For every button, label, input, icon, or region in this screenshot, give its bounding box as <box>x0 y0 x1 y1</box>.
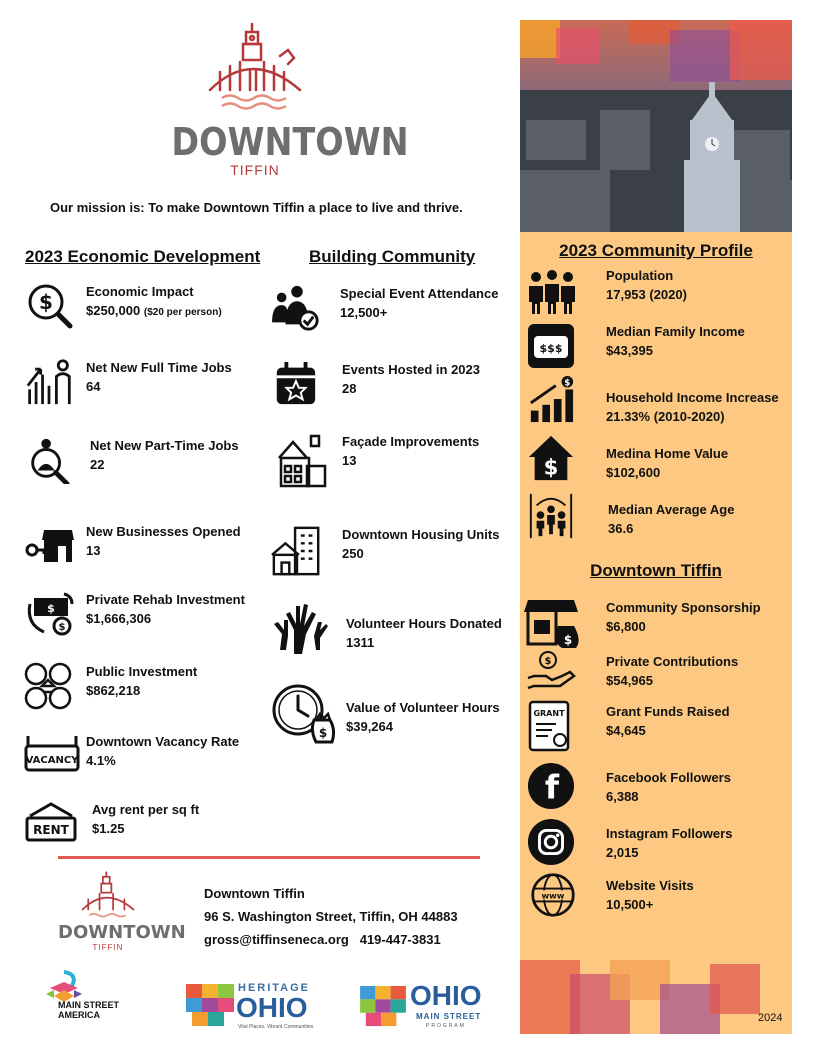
item-label: Façade Improvements <box>342 434 480 449</box>
footer-logo-wordmark: DOWNTOWN <box>58 922 186 943</box>
ohio-main-street-map-icon <box>360 986 406 1028</box>
list-item <box>24 282 222 330</box>
logo-wordmark: DOWNTOWN <box>171 120 409 164</box>
heritage-ohio-logo <box>186 982 331 1032</box>
ohio-map-icon <box>186 984 234 1028</box>
svg-text:$: $ <box>564 378 571 389</box>
job-search-icon <box>24 436 74 484</box>
item-value: 36.6 <box>608 521 634 536</box>
downtown-tiffin-logo <box>160 20 409 185</box>
item-label: Instagram Followers <box>606 826 733 841</box>
item-value: 12,500+ <box>340 305 388 320</box>
mission-statement: Our mission is: To make Downtown Tiffin a place to live and thrive. <box>50 200 463 215</box>
courthouse-photo <box>520 20 792 232</box>
item-value: 21.33% (2010-2020) <box>606 409 725 424</box>
item-label: Median Average Age <box>608 502 735 517</box>
courthouse-logo-small-icon <box>73 870 143 922</box>
item-label: Grant Funds Raised <box>606 704 730 719</box>
grant-certificate-text: GRANT <box>533 709 565 718</box>
list-item <box>526 650 738 690</box>
list-item <box>270 525 499 577</box>
list-item <box>24 732 239 780</box>
footer-divider <box>58 856 480 859</box>
item-label: Community Sponsorship <box>606 600 761 615</box>
item-label: Economic Impact <box>86 284 194 299</box>
list-item <box>526 762 731 810</box>
item-value: 28 <box>342 381 357 396</box>
item-value: 13 <box>86 543 101 558</box>
decorative-squares <box>520 960 792 1034</box>
footer-logo <box>58 870 186 960</box>
svg-text:$: $ <box>543 454 559 480</box>
home-value-icon <box>526 434 576 482</box>
website-globe-icon[interactable] <box>530 872 576 918</box>
list-item <box>24 590 245 638</box>
item-label: New Businesses Opened <box>86 524 241 539</box>
svg-text:$: $ <box>47 602 55 615</box>
item-label: Volunteer Hours Donated <box>346 616 502 631</box>
oms-tag: PROGRAM <box>426 1023 466 1029</box>
svg-text:$: $ <box>58 622 66 633</box>
list-item <box>270 432 479 490</box>
money-cycle-icon <box>24 590 74 638</box>
heritage-tag: Vital Places. Vibrant Communities. <box>238 1024 315 1030</box>
item-value: 4.1% <box>86 753 116 768</box>
item-label: Public Investment <box>86 664 198 679</box>
item-label: Value of Volunteer Hours <box>346 700 500 715</box>
item-value: $102,600 <box>606 465 661 480</box>
list-item <box>24 522 241 570</box>
item-label: Median Family Income <box>606 324 745 339</box>
heritage-top: HERITAGE <box>238 982 311 994</box>
vacancy-sign-icon <box>24 732 80 780</box>
item-label: Net New Part-Time Jobs <box>90 438 239 453</box>
facebook-icon[interactable] <box>526 762 576 810</box>
list-item <box>272 600 502 656</box>
vacancy-sign-text: VACANCY <box>25 755 79 766</box>
ohio-main-street-logo <box>360 980 500 1034</box>
item-value: $250,000 <box>86 303 141 318</box>
housing-units-icon <box>270 525 324 577</box>
item-label: Downtown Housing Units <box>342 527 500 542</box>
item-label: Private Rehab Investment <box>86 592 245 607</box>
item-value: 2,015 <box>606 845 639 860</box>
heritage-main: OHIO <box>236 992 308 1023</box>
item-value: $4,645 <box>606 723 646 738</box>
item-label: Special Event Attendance <box>340 286 499 301</box>
facade-buildings-icon <box>270 432 328 490</box>
income-screen-text: $$$ <box>539 342 563 355</box>
list-item <box>24 358 232 406</box>
item-value: 13 <box>342 453 357 468</box>
item-value: 64 <box>86 379 101 394</box>
list-item <box>526 322 745 370</box>
item-value: 6,388 <box>606 789 639 804</box>
community-heading: Building Community <box>309 247 476 266</box>
courthouse-logo-icon <box>200 20 310 112</box>
hand-coin-icon <box>526 650 576 690</box>
profile-heading: 2023 Community Profile <box>559 241 753 260</box>
svg-text:$: $ <box>544 656 552 667</box>
list-item <box>24 800 199 848</box>
list-item <box>24 662 197 710</box>
list-item <box>270 360 480 408</box>
item-label: Events Hosted in 2023 <box>342 362 480 377</box>
list-item <box>270 680 500 750</box>
item-label: Medina Home Value <box>606 446 729 461</box>
public-investment-icon <box>24 662 74 710</box>
item-value: 10,500+ <box>606 897 654 912</box>
footer-logo-subtitle: TIFFIN <box>92 943 124 952</box>
website-glyph: www <box>541 890 565 901</box>
item-note: ($20 per person) <box>143 307 222 318</box>
sponsorship-store-icon <box>524 596 580 650</box>
main-street-america-icon <box>44 970 84 1004</box>
item-label: Avg rent per sq ft <box>92 802 200 817</box>
item-value: 22 <box>90 457 105 472</box>
age-people-icon <box>526 492 576 540</box>
calendar-star-icon <box>270 360 320 408</box>
list-item <box>526 492 734 540</box>
footer-address: 96 S. Washington Street, Tiffin, OH 44883 <box>204 909 458 924</box>
main-street-america-logo <box>44 970 154 1030</box>
list-item <box>24 436 239 484</box>
instagram-icon[interactable] <box>526 818 576 866</box>
population-icon <box>526 268 578 316</box>
grant-certificate-icon <box>526 700 576 754</box>
footer-email-phone <box>204 928 458 951</box>
year-label: 2024 <box>758 1012 783 1024</box>
rent-sign-icon <box>24 800 78 848</box>
svg-text:$: $ <box>39 290 53 314</box>
list-item <box>530 872 694 918</box>
item-value: 1311 <box>346 635 375 650</box>
facebook-glyph: f <box>544 768 560 807</box>
item-value: $39,264 <box>346 719 393 734</box>
item-label: Website Visits <box>606 878 694 893</box>
item-value: $1,666,306 <box>86 611 152 626</box>
oms-sub: MAIN STREET <box>416 1012 482 1021</box>
item-label: Downtown Vacancy Rate <box>86 734 240 749</box>
item-value: $6,800 <box>606 619 646 634</box>
income-screen-icon <box>526 322 576 370</box>
downtown-heading: Downtown Tiffin <box>590 561 722 580</box>
attendance-people-icon <box>270 284 324 332</box>
item-value: $43,395 <box>606 343 653 358</box>
item-value: 17,953 (2020) <box>606 287 687 302</box>
footer-phone[interactable]: 419-447-3831 <box>359 932 441 947</box>
oms-main: OHIO <box>410 980 482 1011</box>
msa-line2: AMERICA <box>58 1010 100 1020</box>
list-item <box>526 268 687 316</box>
item-value: $1.25 <box>92 821 125 836</box>
item-label: Household Income Increase <box>606 390 779 405</box>
footer-org: Downtown Tiffin <box>204 886 305 901</box>
footer-email[interactable]: gross@tiffinseneca.org <box>204 932 349 947</box>
list-item <box>526 818 732 866</box>
item-value: $862,218 <box>86 683 141 698</box>
item-label: Facebook Followers <box>606 770 731 785</box>
economic-impact-icon <box>24 282 74 330</box>
economic-heading: 2023 Economic Development <box>25 247 261 266</box>
item-label: Population <box>606 268 674 283</box>
footer-contact <box>204 882 458 951</box>
item-label: Private Contributions <box>606 654 739 669</box>
raised-hands-icon <box>272 600 328 656</box>
list-item <box>524 596 761 650</box>
list-item <box>270 284 498 332</box>
item-value: 250 <box>342 546 364 561</box>
item-value: $54,965 <box>606 673 653 688</box>
growth-chart-icon <box>24 358 74 406</box>
sidebar-panel <box>520 20 792 1034</box>
income-growth-icon <box>526 376 576 424</box>
clock-money-icon <box>270 680 336 750</box>
logo-subtitle: TIFFIN <box>230 162 280 178</box>
list-item <box>526 376 779 426</box>
item-label: Net New Full Time Jobs <box>86 360 232 375</box>
storefront-key-icon <box>24 522 74 570</box>
svg-text:$: $ <box>318 726 328 740</box>
list-item <box>526 434 728 482</box>
rent-sign-text: RENT <box>33 823 69 837</box>
list-item <box>526 700 730 754</box>
msa-line1: MAIN STREET <box>58 1000 120 1010</box>
svg-text:$: $ <box>563 633 573 647</box>
